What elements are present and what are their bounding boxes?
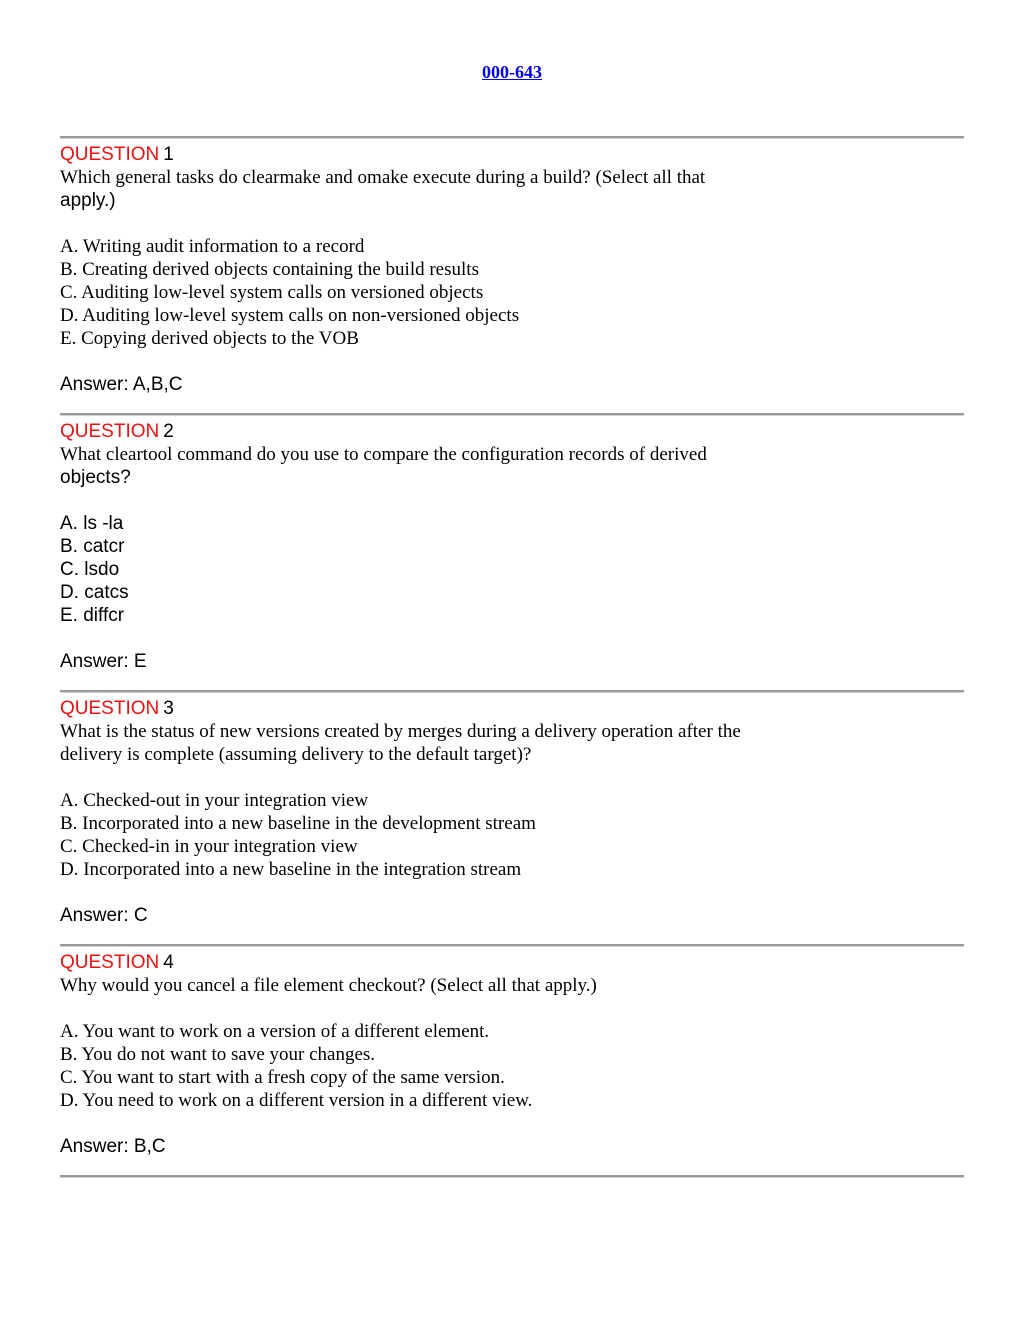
divider <box>60 944 964 947</box>
divider <box>60 1175 964 1178</box>
answer-option: B. Incorporated into a new baseline in the development stream <box>60 813 536 834</box>
answer-option: A. Writing audit information to a record <box>60 236 365 257</box>
answer-option: B. catcr <box>60 536 125 557</box>
question-4 <box>60 951 964 1158</box>
answer-option: E. diffcr <box>60 605 125 626</box>
question-number: 3 <box>163 698 174 719</box>
answer-option: D. catcs <box>60 582 129 603</box>
answer-option: D. Incorporated into a new baseline in the integration stream <box>60 859 522 880</box>
answer-key: Answer: E <box>60 651 147 672</box>
question-label: QUESTION <box>60 421 160 442</box>
answer-key: Answer: A,B,C <box>60 374 183 395</box>
question-label: QUESTION <box>60 698 160 719</box>
divider <box>60 413 964 416</box>
answer-option: B. Creating derived objects containing the build results <box>60 259 479 280</box>
answer-key: Answer: C <box>60 905 148 926</box>
question-text: apply.) <box>60 190 116 211</box>
question-heading <box>60 697 964 720</box>
question-3 <box>60 697 964 927</box>
question-text: delivery is complete (assuming delivery to the default target)? <box>60 744 532 765</box>
question-text: Why would you cancel a file element checkout? (Select all that apply.) <box>60 975 597 996</box>
answer-option: D. Auditing low-level system calls on non-versioned objects <box>60 305 520 326</box>
question-heading <box>60 143 964 166</box>
exam-code-link[interactable]: 000-643 <box>482 62 542 82</box>
question-text: What cleartool command do you use to compare the configuration records of derived <box>60 444 707 465</box>
answer-option: A. You want to work on a version of a different element. <box>60 1021 490 1042</box>
question-number: 2 <box>163 421 174 442</box>
answer-option: A. Checked-out in your integration view <box>60 790 369 811</box>
answer-option: A. ls -la <box>60 513 124 534</box>
question-text: objects? <box>60 467 131 488</box>
question-number: 4 <box>163 952 174 973</box>
divider <box>60 690 964 693</box>
question-text: Which general tasks do clearmake and omake execute during a build? (Select all that <box>60 167 706 188</box>
answer-option: D. You need to work on a different version in a different view. <box>60 1090 533 1111</box>
answer-option: C. Auditing low-level system calls on versioned objects <box>60 282 484 303</box>
question-label: QUESTION <box>60 144 160 165</box>
question-label: QUESTION <box>60 952 160 973</box>
answer-option: C. lsdo <box>60 559 120 580</box>
divider <box>60 136 964 139</box>
question-text: What is the status of new versions created by merges during a delivery operation after the <box>60 721 741 742</box>
answer-key: Answer: B,C <box>60 1136 166 1157</box>
question-heading <box>60 420 964 443</box>
question-number: 1 <box>163 144 174 165</box>
answer-option: B. You do not want to save your changes. <box>60 1044 376 1065</box>
answer-option: C. You want to start with a fresh copy of the same version. <box>60 1067 505 1088</box>
question-1 <box>60 143 964 396</box>
answer-option: C. Checked-in in your integration view <box>60 836 358 857</box>
question-2 <box>60 420 964 673</box>
question-heading <box>60 951 964 974</box>
answer-option: E. Copying derived objects to the VOB <box>60 328 359 349</box>
